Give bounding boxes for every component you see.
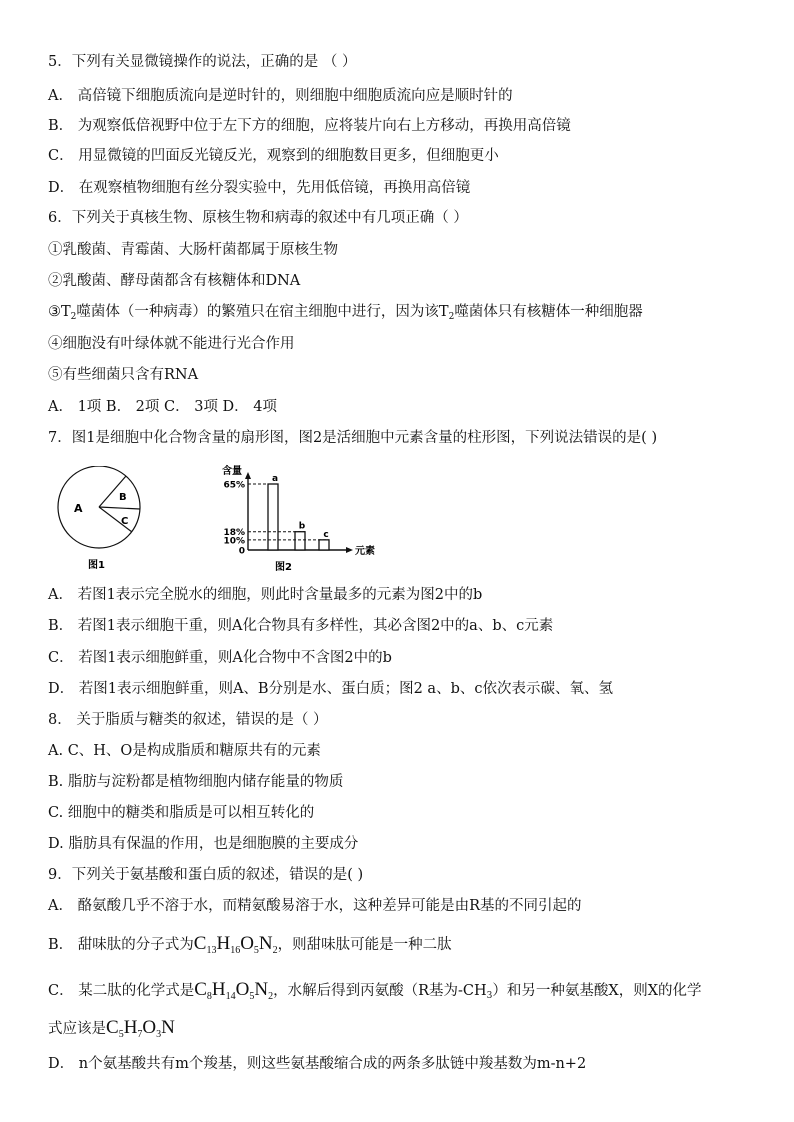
q7-option-c: C． 若图1表示细胞鲜重，则A化合物中不含图2中的b — [48, 650, 392, 666]
bar-b — [295, 532, 305, 550]
q5-option-d: D． 在观察植物细胞有丝分裂实验中，先用低倍镜，再换用高倍镜 — [48, 180, 471, 196]
q5-option-a: A． 高倍镜下细胞质流向是逆时针的，则细胞中细胞质流向应是顺时针的 — [48, 88, 513, 104]
figure-1-pie — [48, 466, 158, 571]
y-tick-0: 65% — [223, 480, 245, 491]
bar-c — [319, 540, 329, 550]
bar-label-a: a — [271, 474, 279, 484]
pie-label-b: B — [119, 492, 127, 503]
q6-stem: 6．下列关于真核生物、原核生物和病毒的叙述中有几项正确（ ） — [48, 210, 468, 226]
q6-statement-2: ②乳酸菌、酵母菌都含有核糖体和DNA — [48, 273, 301, 289]
figure-1-caption: 图1 — [88, 560, 105, 571]
pie-label-c: C — [121, 516, 129, 527]
q7-option-a: A． 若图1表示完全脱水的细胞，则此时含量最多的元素为图2中的b — [48, 587, 483, 603]
q9-option-a: A． 酪氨酸几乎不溶于水，而精氨酸易溶于水，这种差异可能是由R基的不同引起的 — [48, 898, 582, 914]
y-axis-title: 含量 — [222, 466, 242, 477]
q7-option-d: D． 若图1表示细胞鲜重，则A、B分别是水、蛋白质；图2 a、b、c依次表示碳、氧、氢 — [48, 681, 613, 697]
q8-stem: 8． 关于脂质与糖类的叙述，错误的是（ ） — [48, 712, 328, 728]
q8-option-d: D. 脂肪具有保温的作用，也是细胞膜的主要成分 — [48, 836, 359, 852]
q5-stem: 5．下列有关显微镜操作的说法，正确的是 （ ） — [48, 54, 357, 70]
x-axis-title: 元素 — [355, 546, 375, 557]
q9-stem: 9．下列关于氨基酸和蛋白质的叙述，错误的是( ) — [48, 867, 364, 883]
x-axis-arrow — [346, 547, 353, 553]
q8-option-a: A. C、H、O是构成脂质和糖原共有的元素 — [48, 743, 321, 759]
y-tick-1: 18% — [223, 528, 245, 539]
y-axis-arrow — [245, 472, 251, 479]
q9-option-c: C． 某二肽的化学式是$C_8H_{14}O_5N_2$，水解后得到丙氨酸（R基为$-CH_3$）和另一种氨基酸X，则X的化学 — [48, 979, 702, 1002]
q8-option-b: B. 脂肪与淀粉都是植物细胞内储存能量的物质 — [48, 774, 344, 790]
pie-divider-2 — [99, 507, 140, 509]
q9-option-b: B． 甜味肽的分子式为$C_{13}H_{16}O_5N_2$，则甜味肽可能是一种二肽 — [48, 933, 452, 956]
q9-option-d: D． n个氨基酸共有m个羧基，则这些氨基酸缩合成的两条多肽链中羧基数为m-n+2 — [48, 1056, 587, 1072]
q7-stem: 7．图1是细胞中化合物含量的扇形图，图2是活细胞中元素含量的柱形图，下列说法错误的是( ) — [48, 430, 658, 446]
pie-label-a: A — [74, 502, 83, 515]
q6-statement-5: ⑤有些细菌只含有RNA — [48, 367, 199, 383]
q6-statement-1: ①乳酸菌、青霉菌、大肠杆菌都属于原核生物 — [48, 242, 338, 258]
q8-option-c: C. 细胞中的糖类和脂质是可以相互转化的 — [48, 805, 315, 821]
q5-option-c: C． 用显微镜的凹面反光镜反光，观察到的细胞数目更多，但细胞更小 — [48, 148, 499, 164]
bar-label-b: b — [298, 521, 306, 532]
y-tick-3: 0 — [238, 546, 245, 557]
formula-dipeptide: $C_8H_{14}O_5N_2$ — [194, 979, 274, 1002]
figure-2-bar-chart — [212, 462, 392, 574]
q7-option-b: B． 若图1表示细胞干重，则A化合物具有多样性，其必含图2中的a、b、c元素 — [48, 618, 554, 634]
y-tick-2: 10% — [223, 536, 245, 547]
q6-options: A． 1项 B． 2项 C． 3项 D． 4项 — [48, 399, 278, 415]
bar-label-c: c — [323, 529, 329, 540]
q5-option-b: B． 为观察低倍视野中位于左下方的细胞，应将装片向右上方移动，再换用高倍镜 — [48, 118, 571, 134]
formula-tianweitai: $C_{13}H_{16}O_5N_2$ — [193, 933, 278, 956]
figure-2-caption: 图2 — [275, 562, 292, 573]
q9-option-c-cont: 式应该是$C_5H_7O_3N$ — [48, 1017, 175, 1040]
q6-statement-3: $③T_2$噬菌体（一种病毒）的繁殖只在宿主细胞中进行，因为该$T_2$噬菌体只有核糖体一种细胞器 — [48, 304, 643, 322]
q6-statement-4: ④细胞没有叶绿体就不能进行光合作用 — [48, 336, 295, 352]
formula-amino-acid-x: $C_5H_7O_3N$ — [106, 1017, 175, 1040]
